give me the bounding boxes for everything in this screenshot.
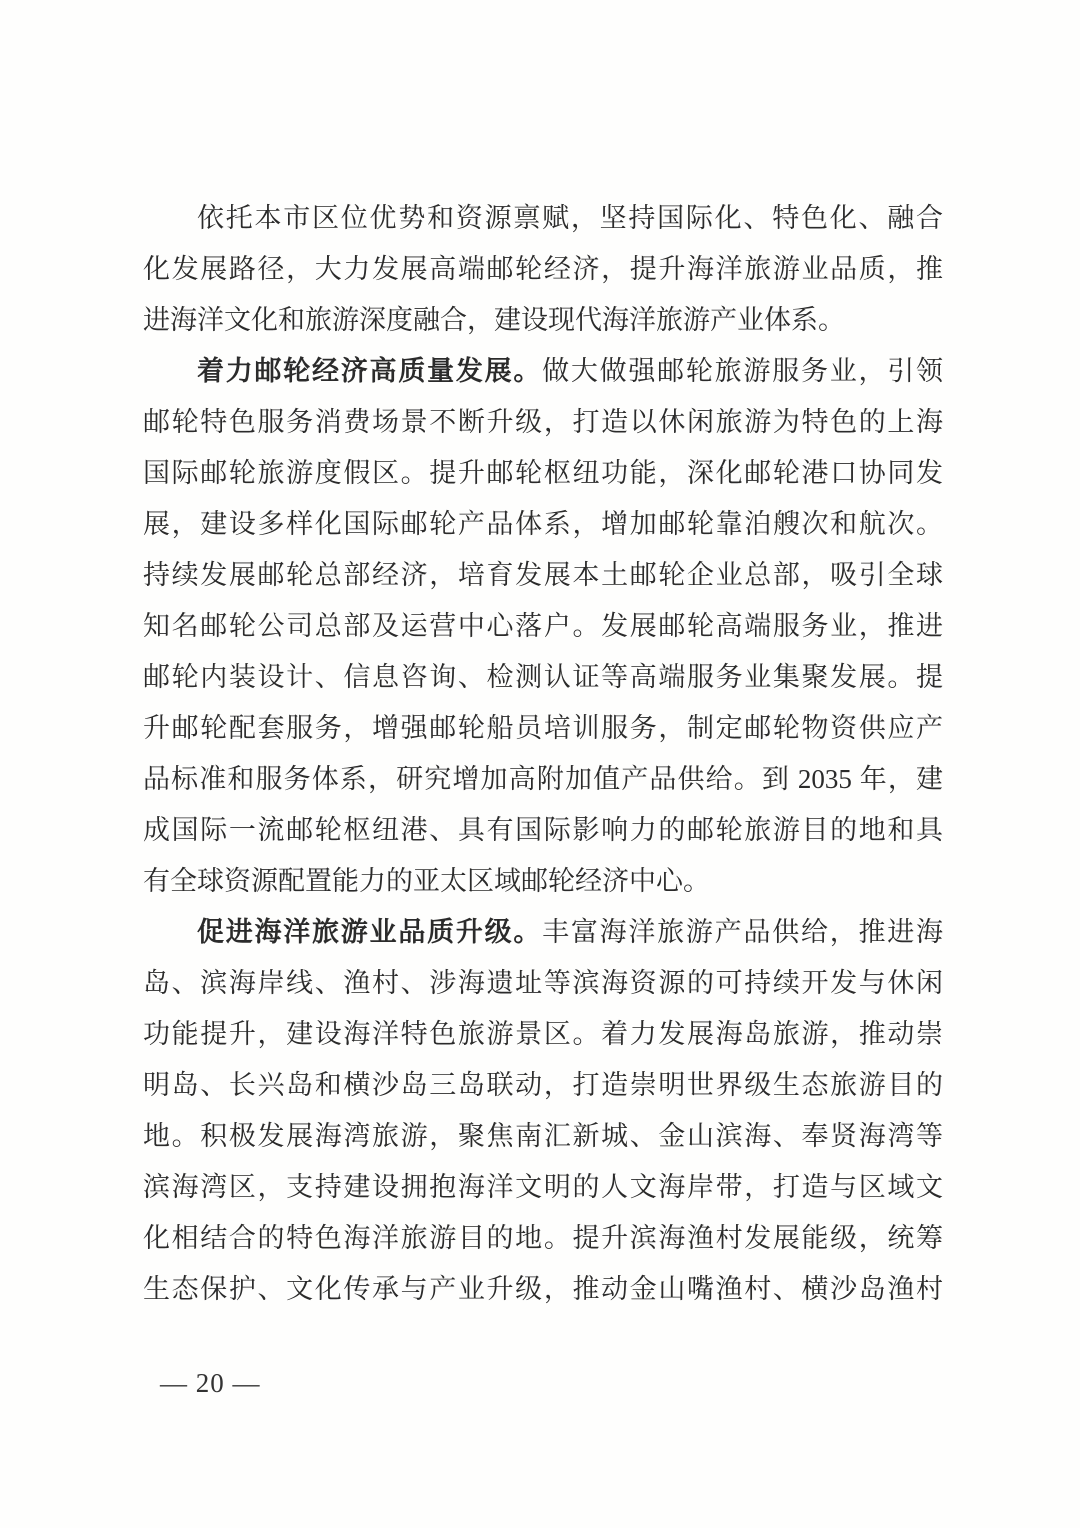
text-line	[143, 499, 943, 550]
paragraph-text: 依托本市区位优势和资源禀赋，坚持国际化、特色化、融合	[197, 203, 943, 233]
paragraph-text: 岛、滨海岸线、渔村、涉海遗址等滨海资源的可持续开发与休闲	[143, 968, 943, 998]
paragraph-text: 知名邮轮公司总部及运营中心落户。发展邮轮高端服务业，推进	[143, 611, 943, 641]
text-line	[143, 1060, 943, 1111]
text-line	[143, 1009, 943, 1060]
text-line	[143, 1213, 943, 1264]
paragraph-text: 展，建设多样化国际邮轮产品体系，增加邮轮靠泊艘次和航次。	[143, 509, 943, 539]
paragraph-text: 品标准和服务体系，研究增加高附加值产品供给。到 2035 年，建	[143, 764, 943, 794]
paragraph-text: 持续发展邮轮总部经济，培育发展本土邮轮企业总部，吸引全球	[143, 560, 943, 590]
text-line	[143, 193, 943, 244]
text-line	[143, 1111, 943, 1162]
paragraph-text: 进海洋文化和旅游深度融合，建设现代海洋旅游产业体系。	[143, 305, 845, 335]
paragraph-text: 明岛、长兴岛和横沙岛三岛联动，打造崇明世界级生态旅游目的	[143, 1070, 943, 1100]
text-line	[143, 703, 943, 754]
paragraph-text: 邮轮内装设计、信息咨询、检测认证等高端服务业集聚发展。提	[143, 662, 943, 692]
paragraph-text: 功能提升，建设海洋特色旅游景区。着力发展海岛旅游，推动崇	[143, 1019, 943, 1049]
paragraph-text: 滨海湾区，支持建设拥抱海洋文明的人文海岸带，打造与区域文	[143, 1172, 943, 1202]
paragraph-text: 化发展路径，大力发展高端邮轮经济，提升海洋旅游业品质，推	[143, 254, 943, 284]
text-line	[143, 346, 943, 397]
paragraph-lead-bold: 促进海洋旅游业品质升级。	[197, 917, 543, 947]
paragraph-text: 国际邮轮旅游度假区。提升邮轮枢纽功能，深化邮轮港口协同发	[143, 458, 943, 488]
text-line	[143, 244, 943, 295]
paragraph-text: 做大做强邮轮旅游服务业，引领	[542, 356, 943, 386]
text-line	[143, 397, 943, 448]
page-number: — 20 —	[160, 1368, 261, 1398]
document-body	[143, 193, 943, 1315]
paragraph-text: 地。积极发展海湾旅游，聚焦南汇新城、金山滨海、奉贤海湾等	[143, 1121, 943, 1151]
text-line	[143, 652, 943, 703]
text-line	[143, 856, 943, 907]
text-line	[143, 754, 943, 805]
text-line	[143, 1264, 943, 1315]
text-line	[143, 958, 943, 1009]
text-line	[143, 448, 943, 499]
text-line	[143, 1162, 943, 1213]
text-line	[143, 601, 943, 652]
paragraph-text: 生态保护、文化传承与产业升级，推动金山嘴渔村、横沙岛渔村	[143, 1274, 943, 1304]
text-line	[143, 550, 943, 601]
paragraph-text: 有全球资源配置能力的亚太区域邮轮经济中心。	[143, 866, 710, 896]
paragraph-text: 成国际一流邮轮枢纽港、具有国际影响力的邮轮旅游目的地和具	[143, 815, 943, 845]
paragraph-text: 化相结合的特色海洋旅游目的地。提升滨海渔村发展能级，统筹	[143, 1223, 943, 1253]
text-line	[143, 907, 943, 958]
paragraph-text: 丰富海洋旅游产品供给，推进海	[542, 917, 943, 947]
text-line	[143, 805, 943, 856]
paragraph-lead-bold: 着力邮轮经济高质量发展。	[197, 356, 543, 386]
paragraph-text: 邮轮特色服务消费场景不断升级，打造以休闲旅游为特色的上海	[143, 407, 943, 437]
text-line	[143, 295, 943, 346]
paragraph-text: 升邮轮配套服务，增强邮轮船员培训服务，制定邮轮物资供应产	[143, 713, 943, 743]
